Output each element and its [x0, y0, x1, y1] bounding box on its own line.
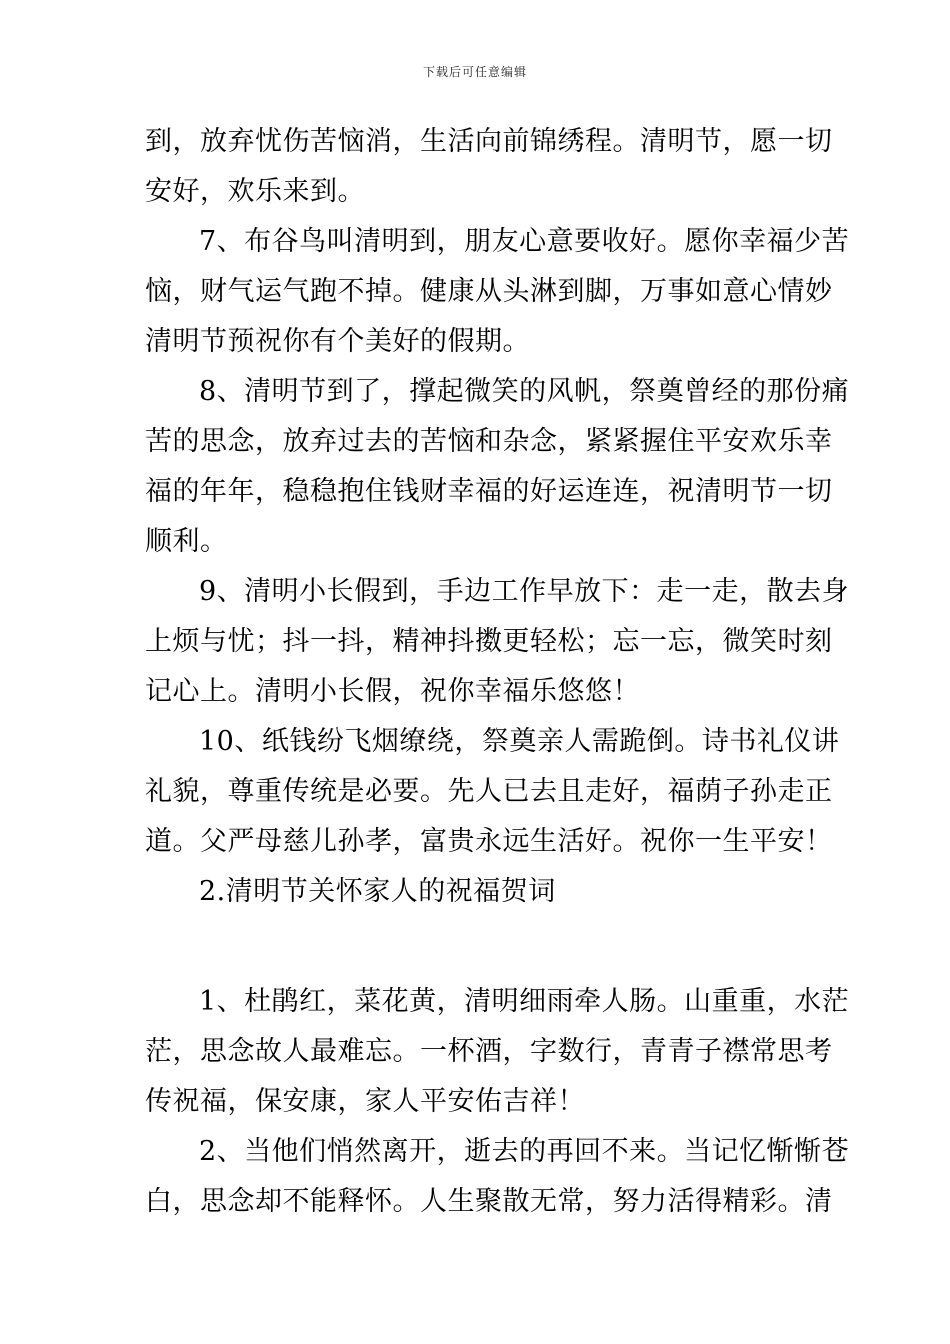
text-line: 苦的思念，放弃过去的苦恼和杂念，紧紧握住平安欢乐幸	[145, 426, 833, 457]
text-line: 传祝福，保安康，家人平安佑吉祥！	[145, 1086, 585, 1117]
text-line: 礼貌，尊重传统是必要。先人已去且走好，福荫子孙走正	[145, 776, 833, 807]
text-line: 到，放弃忧伤苦恼消，生活向前锦绣程。清明节，愿一切	[145, 126, 833, 157]
paragraph-start-2: 2、当他们悄然离开，逝去的再回不来。当记忆惭惭苍	[199, 1136, 850, 1167]
section-spacer	[145, 927, 815, 987]
paragraph-start-9: 9、清明小长假到，手边工作早放下：走一走，散去身	[199, 576, 850, 607]
text-line: 茫，思念故人最难忘。一杯酒，字数行，青青子襟常思考	[145, 1036, 833, 1067]
text-line: 记心上。清明小长假，祝你幸福乐悠悠！	[145, 676, 640, 707]
text-line: 清明节预祝你有个美好的假期。	[145, 326, 530, 357]
text-line: 白，思念却不能释怀。人生聚散无常，努力活得精彩。清	[145, 1186, 833, 1217]
document-body	[145, 126, 850, 1237]
text-line: 上烦与忧；抖一抖，精神抖擞更轻松；忘一忘，微笑时刻	[145, 626, 833, 657]
text-line: 道。父严母慈儿孙孝，富贵永远生活好。祝你一生平安！	[145, 826, 833, 857]
text-line: 安好，欢乐来到。	[145, 176, 365, 207]
text-line: 福的年年，稳稳抱住钱财幸福的好运连连，祝清明节一切	[145, 476, 833, 507]
paragraph-start-7: 7、布谷鸟叫清明到，朋友心意要收好。愿你幸福少苦	[199, 226, 850, 257]
section-heading: 2.清明节关怀家人的祝福贺词	[199, 876, 556, 907]
paragraph-start-10: 10、纸钱纷飞烟缭绕，祭奠亲人需跪倒。诗书礼仪讲	[199, 726, 840, 757]
text-line: 顺利。	[145, 526, 228, 557]
page-header-note: 下载后可任意编辑	[422, 65, 527, 79]
paragraph-start-8: 8、清明节到了，撑起微笑的风帆，祭奠曾经的那份痛	[199, 376, 850, 407]
text-line: 恼，财气运气跑不掉。健康从头淋到脚，万事如意心情妙	[145, 276, 833, 307]
paragraph-start-1: 1、杜鹃红，菜花黄，清明细雨牵人肠。山重重，水茫	[199, 986, 850, 1017]
